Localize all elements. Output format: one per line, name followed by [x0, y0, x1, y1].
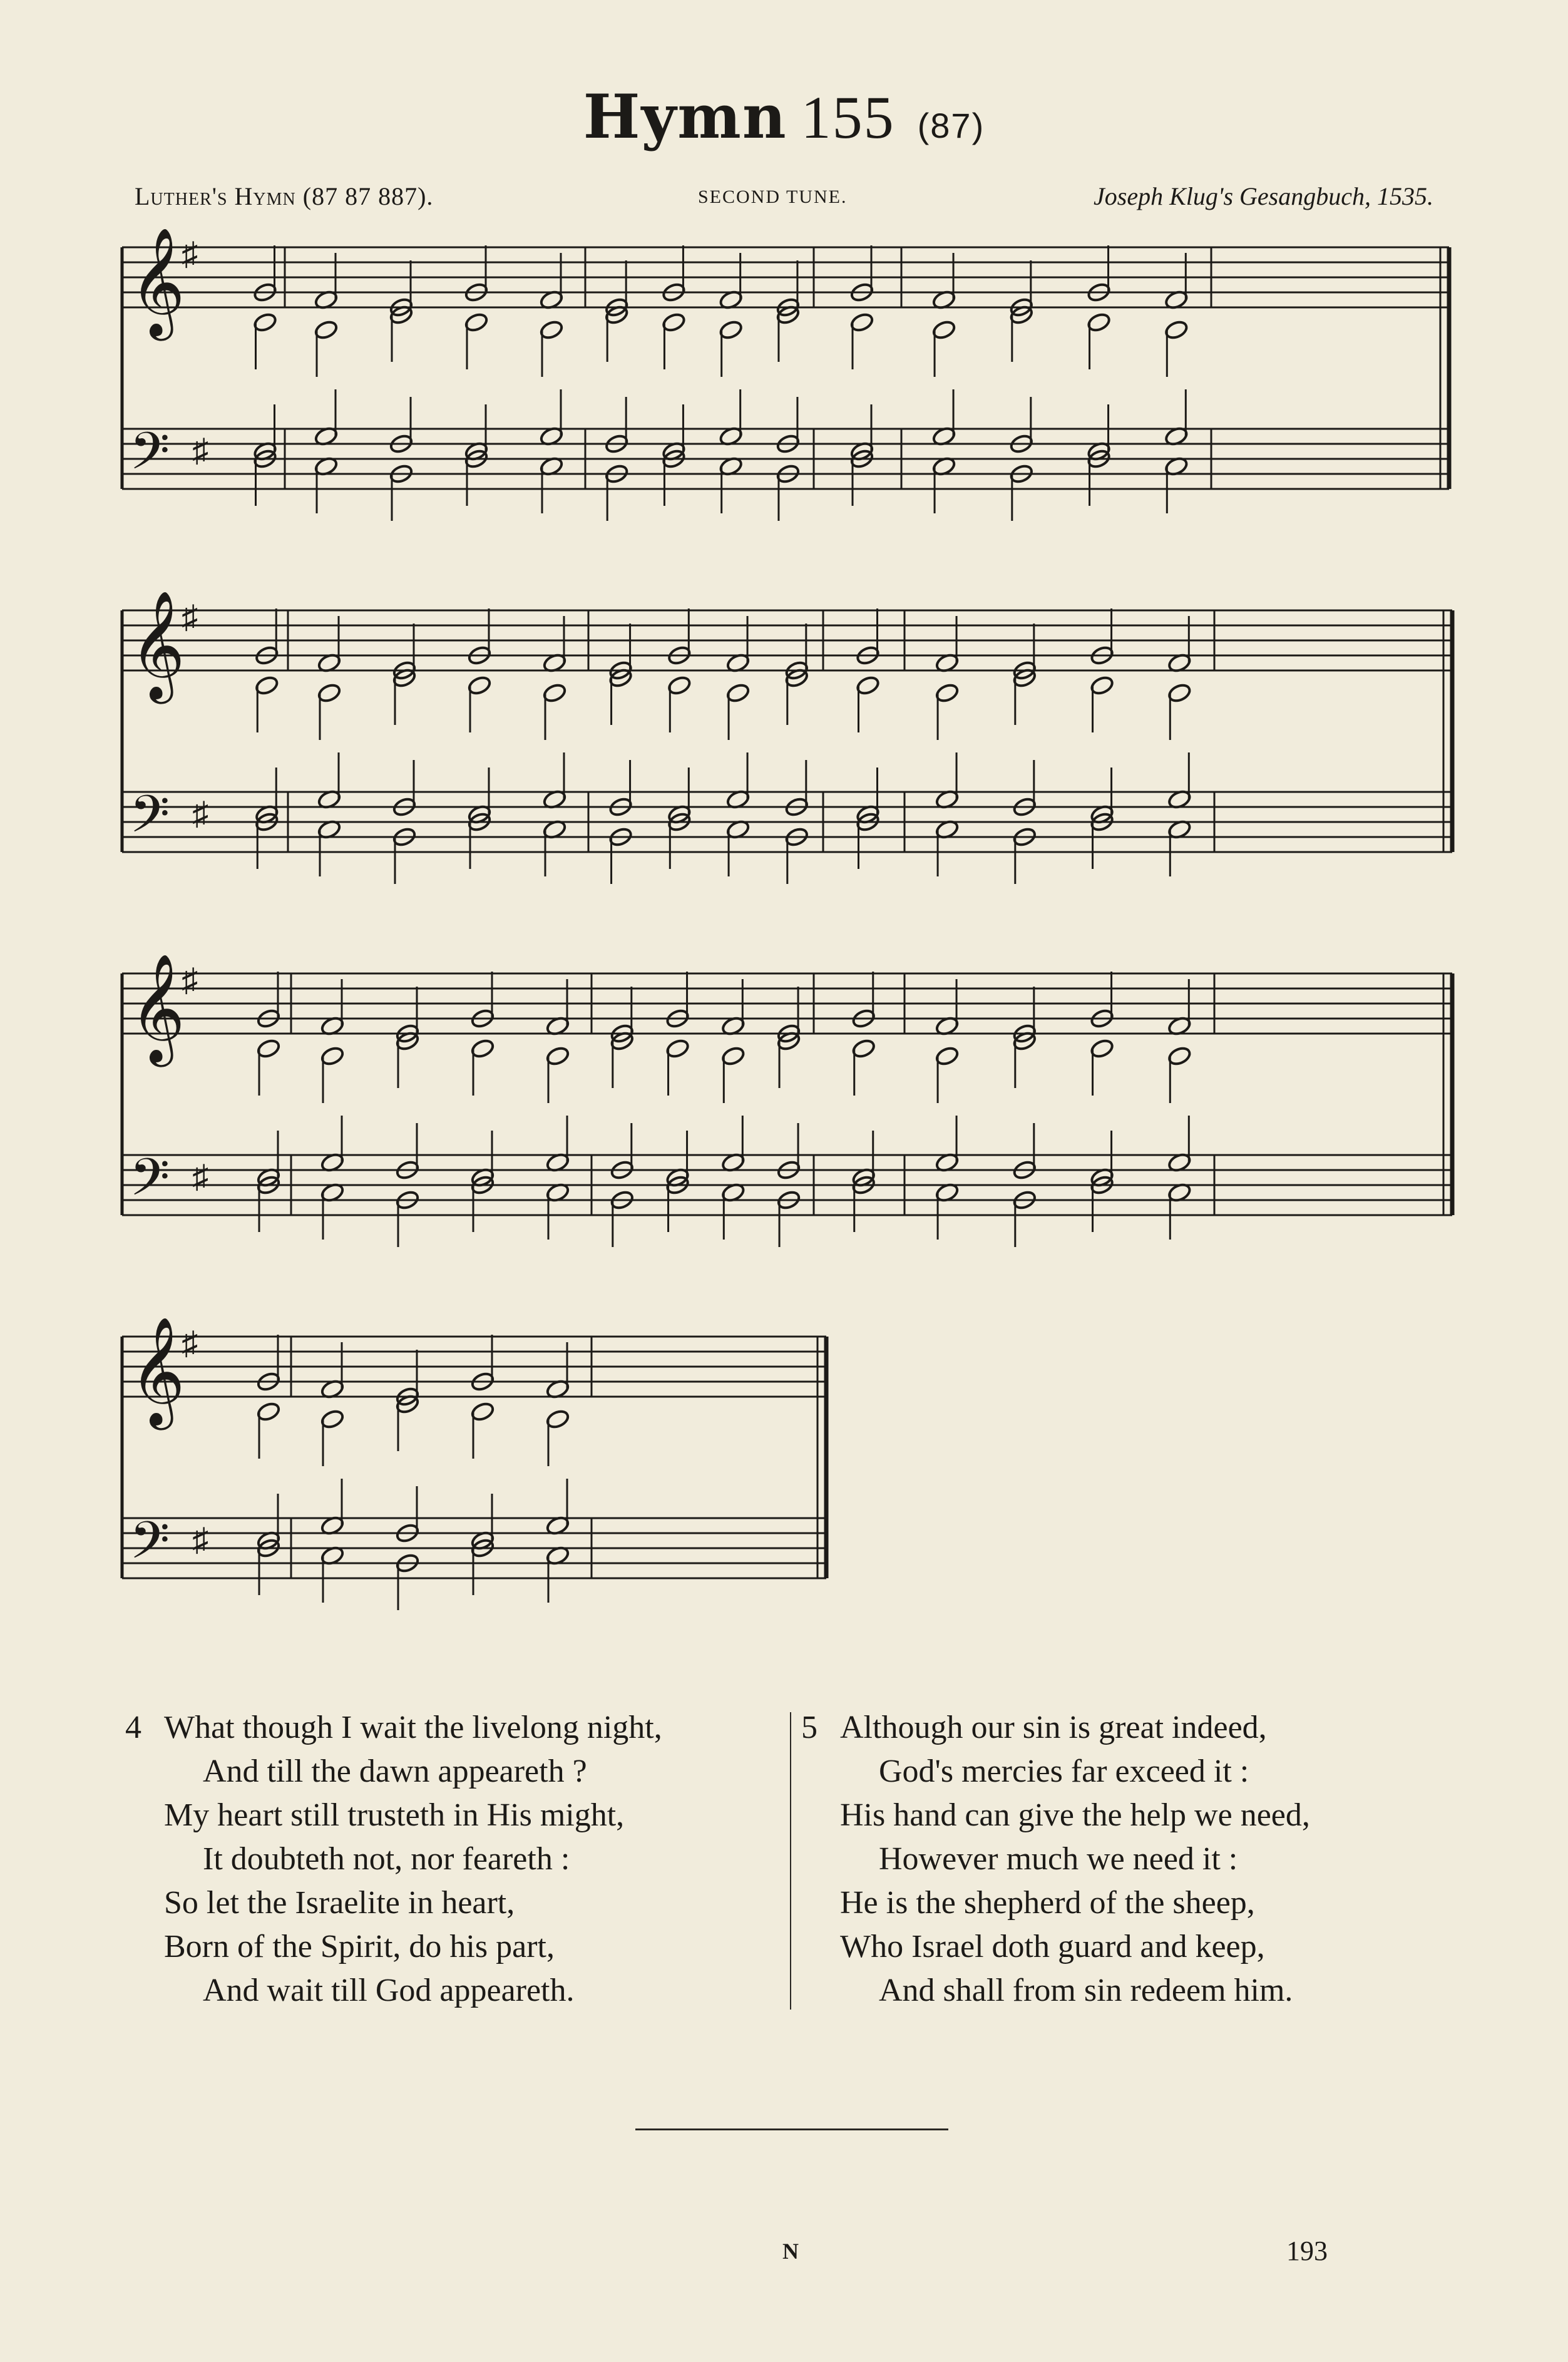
verse-line: And till the dawn appeareth ?: [203, 1754, 587, 1789]
tune-source: Joseph Klug's Gesangbuch, 1535.: [1094, 182, 1433, 210]
sharp-icon: ♯: [182, 963, 198, 999]
tune-designation: SECOND TUNE.: [698, 187, 848, 207]
sharp-icon: ♯: [182, 237, 198, 272]
bass-clef-icon: 𝄢: [130, 784, 170, 857]
end-rule: [635, 2128, 948, 2130]
sharp-icon: ♯: [192, 433, 208, 469]
verse-line: My heart still trusteth in His might,: [164, 1797, 625, 1833]
bass-clef-icon: 𝄢: [130, 1510, 170, 1583]
hymn-number: 155: [801, 84, 895, 151]
verse-line: And wait till God appeareth.: [203, 1973, 575, 2008]
verse-line: However much we need it :: [879, 1841, 1238, 1877]
verse-5: [801, 1706, 1458, 2013]
signature-mark: N: [782, 2239, 799, 2264]
verse-4: [125, 1706, 782, 2013]
verse-line: What though I wait the livelong night,: [164, 1710, 662, 1745]
sharp-icon: ♯: [192, 1522, 208, 1558]
hymn-label: Hymn: [583, 81, 787, 152]
verse-line: It doubteth not, nor feareth :: [203, 1841, 570, 1877]
verse-line: Who Israel doth guard and keep,: [840, 1929, 1265, 1964]
sharp-icon: ♯: [182, 1326, 198, 1362]
treble-clef-icon: 𝄞: [130, 227, 185, 336]
treble-clef-icon: 𝄞: [130, 953, 185, 1062]
tune-name: Luther's Hymn (87 87 887).: [135, 182, 434, 210]
verse-line: God's mercies far exceed it :: [879, 1754, 1249, 1789]
treble-clef-icon: 𝄞: [130, 590, 185, 699]
hymn-reference: (87): [917, 106, 985, 145]
verse-number: 4: [125, 1710, 141, 1745]
verse-line: Although our sin is great indeed,: [840, 1710, 1267, 1745]
verses: [0, 1706, 1568, 2082]
verse-divider: [790, 1712, 791, 2010]
bass-clef-icon: 𝄢: [130, 421, 170, 494]
verse-line: He is the shepherd of the sheep,: [840, 1885, 1255, 1921]
verse-number: 5: [801, 1710, 817, 1745]
page-number: 193: [1286, 2236, 1328, 2266]
verse-line: His hand can give the help we need,: [840, 1797, 1310, 1833]
verse-line: And shall from sin redeem him.: [879, 1973, 1293, 2008]
sharp-icon: ♯: [192, 796, 208, 832]
verse-line: So let the Israelite in heart,: [164, 1885, 515, 1921]
verse-line: Born of the Spirit, do his part,: [164, 1929, 555, 1964]
bass-clef-icon: 𝄢: [130, 1147, 170, 1220]
sharp-icon: ♯: [182, 600, 198, 635]
treble-clef-icon: 𝄞: [130, 1317, 185, 1425]
sharp-icon: ♯: [192, 1159, 208, 1195]
